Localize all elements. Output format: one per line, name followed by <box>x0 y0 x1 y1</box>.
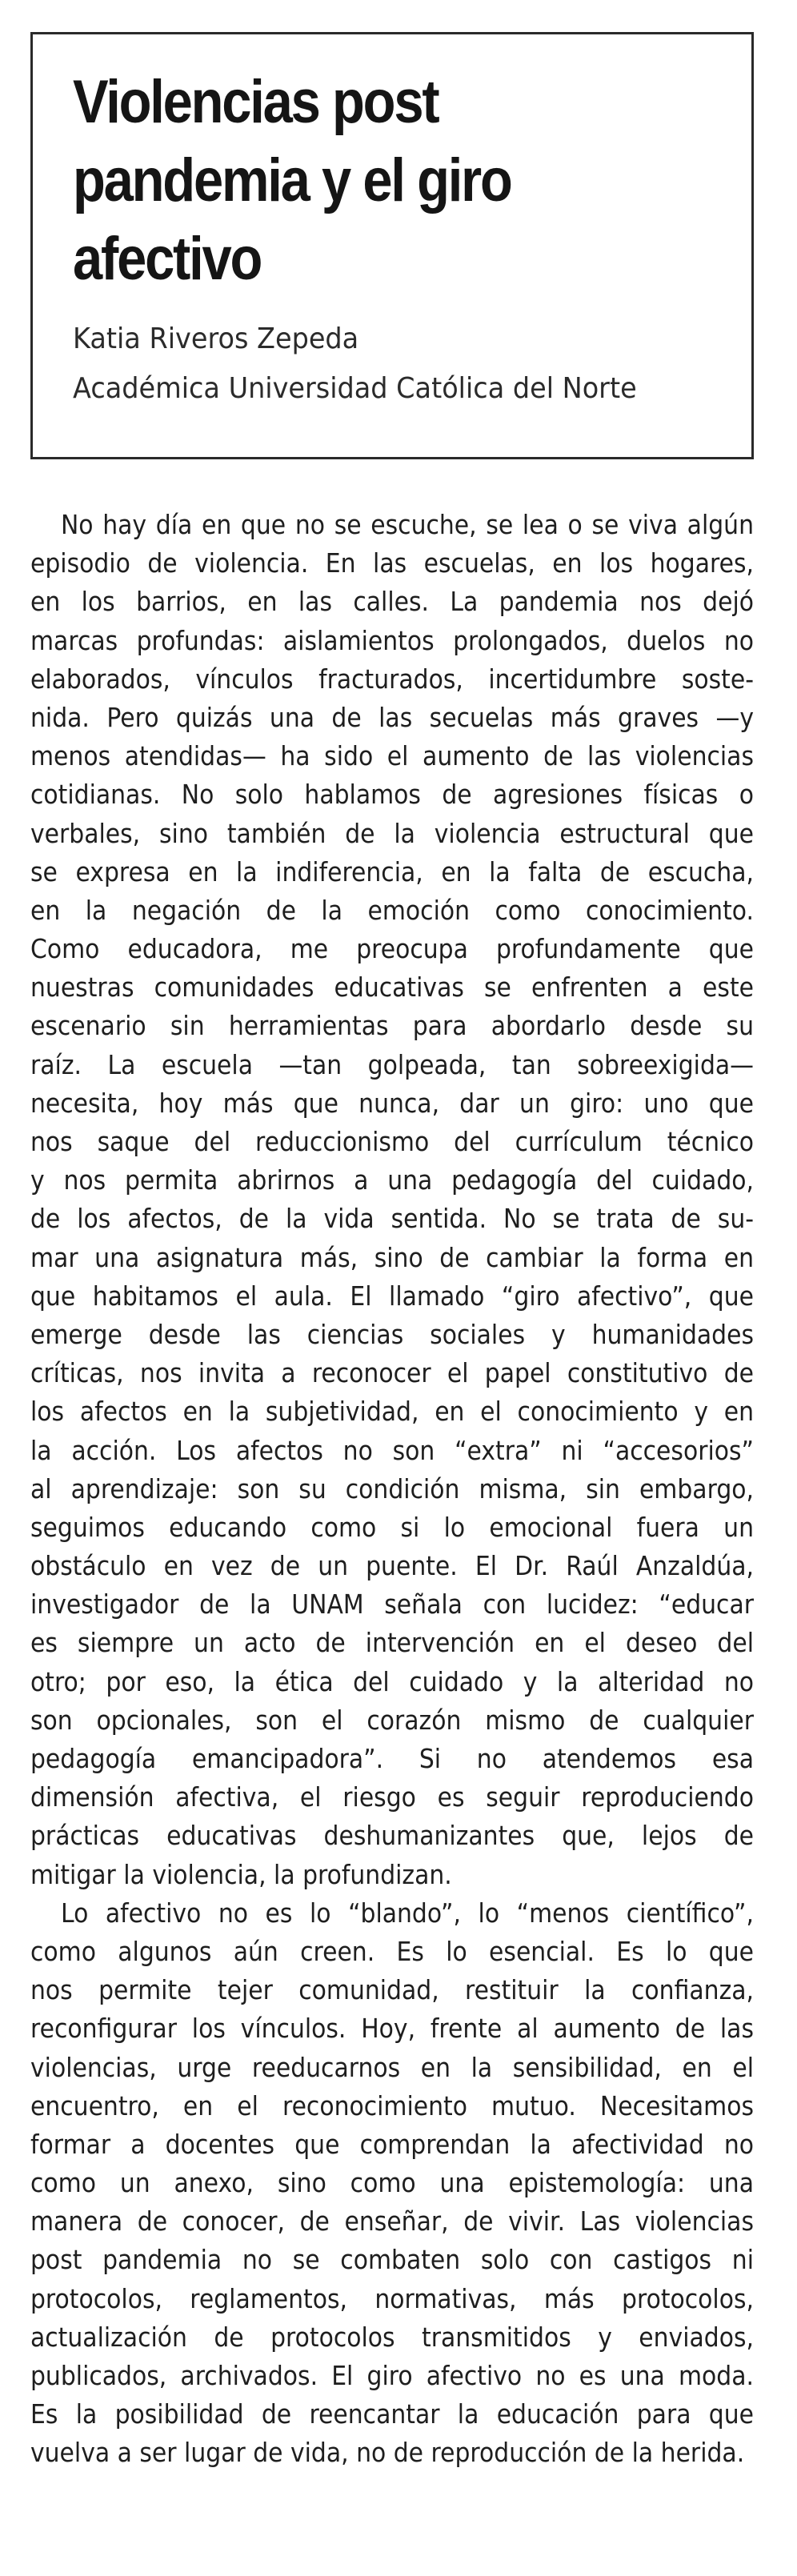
paragraph-line: los afectos en la subjetividad, en el conocimiento y en <box>30 1396 754 1428</box>
title-line: Violencias post <box>73 68 439 136</box>
paragraph-line: al aprendizaje: son su condición misma, sin embargo, <box>30 1472 754 1504</box>
paragraph-line: mitigar la violencia, la profundizan. <box>30 1858 452 1890</box>
paragraph-line: Lo afectivo no es lo “blando”, lo “menos científico”, <box>60 1897 754 1929</box>
paragraph-line: obstáculo en vez de un puente. El Dr. Raúl Anzaldúa, <box>30 1550 754 1582</box>
paragraph-line: pedagogía emancipadora”. Si no atendemos esa <box>30 1743 754 1774</box>
paragraph-line: cotidianas. No solo hablamos de agresiones físicas o <box>30 779 754 811</box>
paragraph-line: y nos permita abrirnos a una pedagogía del cuidado, <box>30 1164 754 1196</box>
paragraph-line: Como educadora, me preocupa profundamente que <box>30 933 754 965</box>
paragraph-line: se expresa en la indiferencia, en la falta de escucha, <box>30 855 754 887</box>
paragraph-line: mar una asignatura más, sino de cambiar la forma en <box>30 1241 754 1273</box>
paragraph-line: protocolos, reglamentos, normativas, más protocolos, <box>30 2282 754 2314</box>
paragraph-line: Es la posibilidad de reencantar la educación para que <box>30 2398 754 2430</box>
paragraph-line: emerge desde las ciencias sociales y humanidades <box>30 1318 754 1350</box>
paragraph-line: elaborados, vínculos fracturados, incertidumbre soste- <box>30 663 754 695</box>
paragraph-line: de los afectos, de la vida sentida. No se trata de su- <box>30 1203 754 1235</box>
paragraph-line: otro; por eso, la ética del cuidado y la alteridad no <box>30 1665 754 1697</box>
author-affiliation: Académica Universidad Católica del Norte <box>73 372 637 405</box>
paragraph-line: necesita, hoy más que nunca, dar un giro: uno que <box>30 1087 754 1119</box>
title-line: afectivo <box>73 225 262 293</box>
paragraph-line: que habitamos el aula. El llamado “giro afectivo”, que <box>30 1280 754 1312</box>
byline <box>73 314 637 414</box>
paragraph-line: nos permite tejer comunidad, restituir la confianza, <box>30 1974 754 2006</box>
paragraph-line: raíz. La escuela —tan golpeada, tan sobreexigida— <box>30 1048 754 1080</box>
paragraph-line: la acción. Los afectos no son “extra” ni “accesorios” <box>30 1434 754 1466</box>
paragraph-line: manera de conocer, de enseñar, de vivir. Las violencias <box>30 2205 754 2237</box>
paragraph-line: críticas, nos invita a reconocer el papel constitutivo de <box>30 1357 754 1389</box>
article-header-box <box>30 32 754 459</box>
paragraph-line: marcas profundas: aislamientos prolongados, duelos no <box>30 624 754 656</box>
paragraph-line: nida. Pero quizás una de las secuelas más graves —y <box>30 701 754 733</box>
article-title <box>73 63 651 298</box>
paragraph-1 <box>30 506 754 1894</box>
paragraph-line: nuestras comunidades educativas se enfrenten a este <box>30 972 754 1004</box>
paragraph-line: prácticas educativas deshumanizantes que, lejos de <box>30 1820 754 1852</box>
paragraph-line: escenario sin herramientas para abordarlo desde su <box>30 1010 754 1042</box>
paragraph-line: seguimos educando como si lo emocional fuera un <box>30 1511 754 1543</box>
paragraph-line: dimensión afectiva, el riesgo es seguir reproduciendo <box>30 1781 754 1813</box>
paragraph-line: vuelva a ser lugar de vida, no de reproducción de la herida. <box>30 2437 745 2469</box>
paragraph-line: encuentro, en el reconocimiento mutuo. Necesitamos <box>30 2089 754 2121</box>
paragraph-line: reconfigurar los vínculos. Hoy, frente al aumento de las <box>30 2013 754 2045</box>
paragraph-line: menos atendidas— ha sido el aumento de las violencias <box>30 740 754 772</box>
paragraph-line: episodio de violencia. En las escuelas, en los hogares, <box>30 547 754 579</box>
paragraph-line: en la negación de la emoción como conocimiento. <box>30 894 754 926</box>
paragraph-line: verbales, sino también de la violencia estructural que <box>30 817 754 849</box>
paragraph-line: en los barrios, en las calles. La pandemia nos dejó <box>30 586 754 618</box>
paragraph-line: violencias, urge reeducarnos en la sensibilidad, en el <box>30 2051 754 2083</box>
paragraph-line: post pandemia no se combaten solo con castigos ni <box>30 2244 754 2276</box>
paragraph-line: publicados, archivados. El giro afectivo no es una moda. <box>30 2360 754 2391</box>
paragraph-line: es siempre un acto de intervención en el deseo del <box>30 1627 754 1659</box>
paragraph-2 <box>30 1894 754 2473</box>
title-line: pandemia y el giro <box>73 146 511 214</box>
article-body <box>30 506 754 2473</box>
author-name: Katia Riveros Zepeda <box>73 323 359 355</box>
paragraph-line: son opcionales, son el corazón mismo de cualquier <box>30 1704 754 1736</box>
paragraph-line: como un anexo, sino como una epistemología: una <box>30 2167 754 2199</box>
paragraph-line: como algunos aún creen. Es lo esencial. Es lo que <box>30 1935 754 1967</box>
paragraph-line: nos saque del reduccionismo del currículum técnico <box>30 1126 754 1157</box>
paragraph-line: actualización de protocolos transmitidos y enviados, <box>30 2321 754 2353</box>
paragraph-line: No hay día en que no se escuche, se lea o se viva algún <box>60 509 754 540</box>
paragraph-line: formar a docentes que comprendan la afectividad no <box>30 2128 754 2160</box>
paragraph-line: investigador de la UNAM señala con lucidez: “educar <box>30 1588 754 1621</box>
